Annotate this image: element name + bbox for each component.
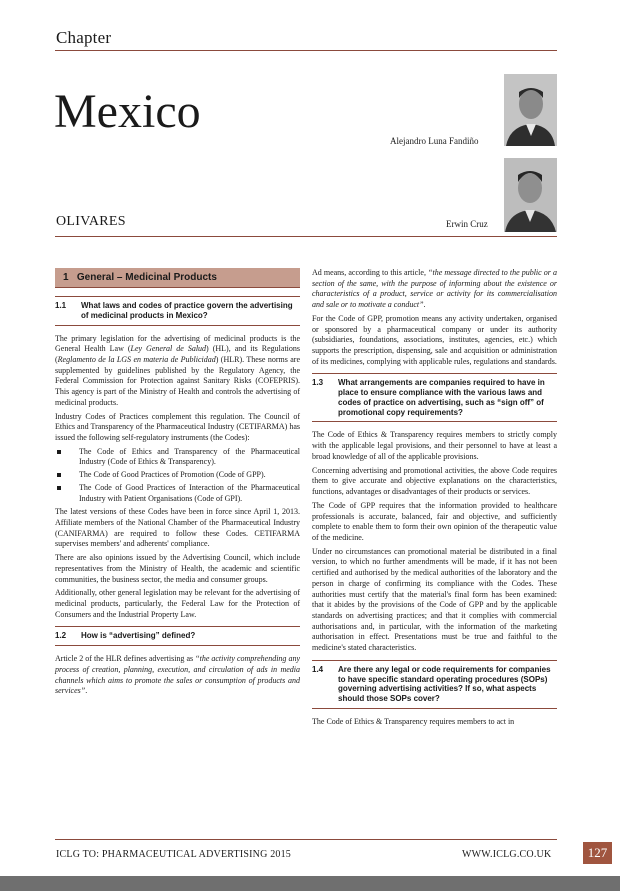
page-number: 127 [583, 842, 612, 864]
question-1-4 [312, 660, 557, 709]
left-column [55, 268, 300, 700]
bullet-icon [57, 486, 61, 490]
question-1-1 [55, 296, 300, 326]
question-number: 1.4 [312, 664, 324, 674]
section-title: General – Medicinal Products [76, 272, 217, 283]
portrait-image [504, 158, 557, 232]
author-name-2: Erwin Cruz [446, 219, 488, 229]
paragraph: Concerning advertising and promotional activities, the above Code requires them to give accurate and objective explanations on the characteristics, functions, advantages or disadvantages of their products or services. [312, 465, 557, 497]
author-photo-2 [504, 158, 557, 232]
question-number: 1.2 [55, 631, 67, 641]
list-item: The Code of Good Practices of Interaction of the Pharmaceutical Industry with Patient Organisations (Code of GPI). [55, 483, 300, 504]
author-name-1: Alejandro Luna Fandiño [390, 136, 479, 146]
paragraph: Article 2 of the HLR defines advertising as “the activity comprehending any process of creation, planning, execution, and circulation of ads in media channels which aims to promote the sales or consumption of products and services”. [55, 654, 300, 696]
question-text: Are there any legal or code requirements for companies to have specific standard operating procedures (SOPs) governing advertising activities? If so, what aspects should those SOPs cover? [338, 664, 551, 704]
question-text: What arrangements are companies required to have in place to ensure compliance with the various laws and codes of practice on advertising, such as “sign off” of promotional copy requirements? [338, 378, 545, 417]
right-column [312, 268, 557, 731]
list-item: The Code of Ethics and Transparency of the Pharmaceutical Industry (Code of Ethics & Transparency). [55, 447, 300, 468]
section-heading [55, 268, 300, 288]
paragraph: The primary legislation for the advertising of medicinal products is the General Health Law (Ley General de Salud) (HL), and its Regulations (Reglamento de la LGS en materia de Publicidad) (HLR). These norms are supplemented by guidelines published by the Regulatory Agency, the Federal Commission for Protection against Sanitary Risks (COFEPRIS). This agency is part of the Ministry of Health and controls the advertising of medicinal products. [55, 333, 301, 407]
paragraph: Under no circumstances can promotional material be distributed in a final version, to which no further amendments will be made, if it has not been certified and authorised by the medical authorities of the laboratory and the person in charge of confirming its compliance with the Codes. These authorities must certify that the material's final form has been examined: that it abides by the provisions of the Code of GPP and by the applicable standards on advertising practices; and that it complies with commercial authorisations and, in particular, with the information of the marketing authorisation in effect. Presentations must be true and faithful to the medicine's stated characteristics. [312, 546, 557, 653]
question-number: 1.3 [312, 378, 324, 388]
footer-rule [55, 839, 557, 840]
paragraph: Industry Codes of Practices complement this regulation. The Council of Ethics and Transparency of the Pharmaceutical Industry (CETIFARMA) has issued the following self-regulatory instruments (the Codes): [55, 411, 300, 442]
portrait-image [504, 74, 557, 146]
firm-name: OLIVARES [56, 214, 126, 229]
question-number: 1.1 [55, 301, 67, 310]
codes-list [55, 447, 300, 505]
paragraph: There are also opinions issued by the Advertising Council, which include representatives from the Ministry of Health, the academic and scientific communities, the business sector, the media and consumer groups. [55, 553, 300, 584]
footer-website-link[interactable]: WWW.ICLG.CO.UK [462, 849, 552, 860]
paragraph: The Code of Ethics & Transparency requires members to act in [312, 716, 515, 726]
question-1-2 [55, 626, 300, 646]
firm-rule [55, 236, 557, 237]
bullet-icon [57, 450, 61, 454]
paragraph: The Code of GPP requires that the information provided to healthcare professionals is accurate, balanced, fair and objective, and sufficiently complete to enable them to form their own opinion of the therapeutic value of the medicine. [312, 500, 557, 542]
paragraph: Ad means, according to this article, “the message directed to the public or a section of the same, with the purpose of informing about the existence or characteristics of a product, service or activity for its commercialisation and sale or to motivate a conduct”. [312, 268, 557, 310]
list-item: The Code of Good Practices of Promotion (Code of GPP). [55, 470, 300, 481]
question-text: What laws and codes of practice govern the advertising of medicinal products in Mexico? [81, 301, 293, 320]
bottom-band [0, 876, 620, 891]
footer-publication: ICLG TO: PHARMACEUTICAL ADVERTISING 2015 [56, 849, 291, 860]
author-photo-1 [504, 74, 557, 146]
question-1-3 [312, 373, 557, 422]
section-number: 1 [63, 272, 69, 283]
question-text: How is “advertising” defined? [81, 631, 196, 641]
bullet-icon [57, 473, 61, 477]
header-rule [55, 50, 557, 51]
page-title: Mexico [54, 85, 201, 138]
paragraph: The Code of Ethics & Transparency requires members to strictly comply with the applicable legal provisions, and their personnel to have at least a broad knowledge of all of the applicable provisions. [312, 430, 557, 461]
paragraph: The latest versions of these Codes have been in force since April 1, 2013. Affiliate members of the National Chamber of the Pharmaceutical Industry (CANIFARMA) are required to follow these Codes. CETIFARMA supervises members' and adherents' compliance. [55, 507, 300, 549]
chapter-label: Chapter [56, 28, 112, 47]
paragraph: Additionally, other general legislation may be relevant for the advertising of medicinal products, particularly, the Federal Law for the Protection of Consumers and the Industrial Property Law. [55, 588, 300, 619]
paragraph: For the Code of GPP, promotion means any activity undertaken, organised or sponsored by a pharmaceutical company or under its authority (subsidiaries, foundations, associations, institutes, agencies, etc.) which supports the prescription, dispensing, sale and acquisition or administration of its medicines, complying with applicable rules, regulations and standards. [312, 313, 557, 366]
